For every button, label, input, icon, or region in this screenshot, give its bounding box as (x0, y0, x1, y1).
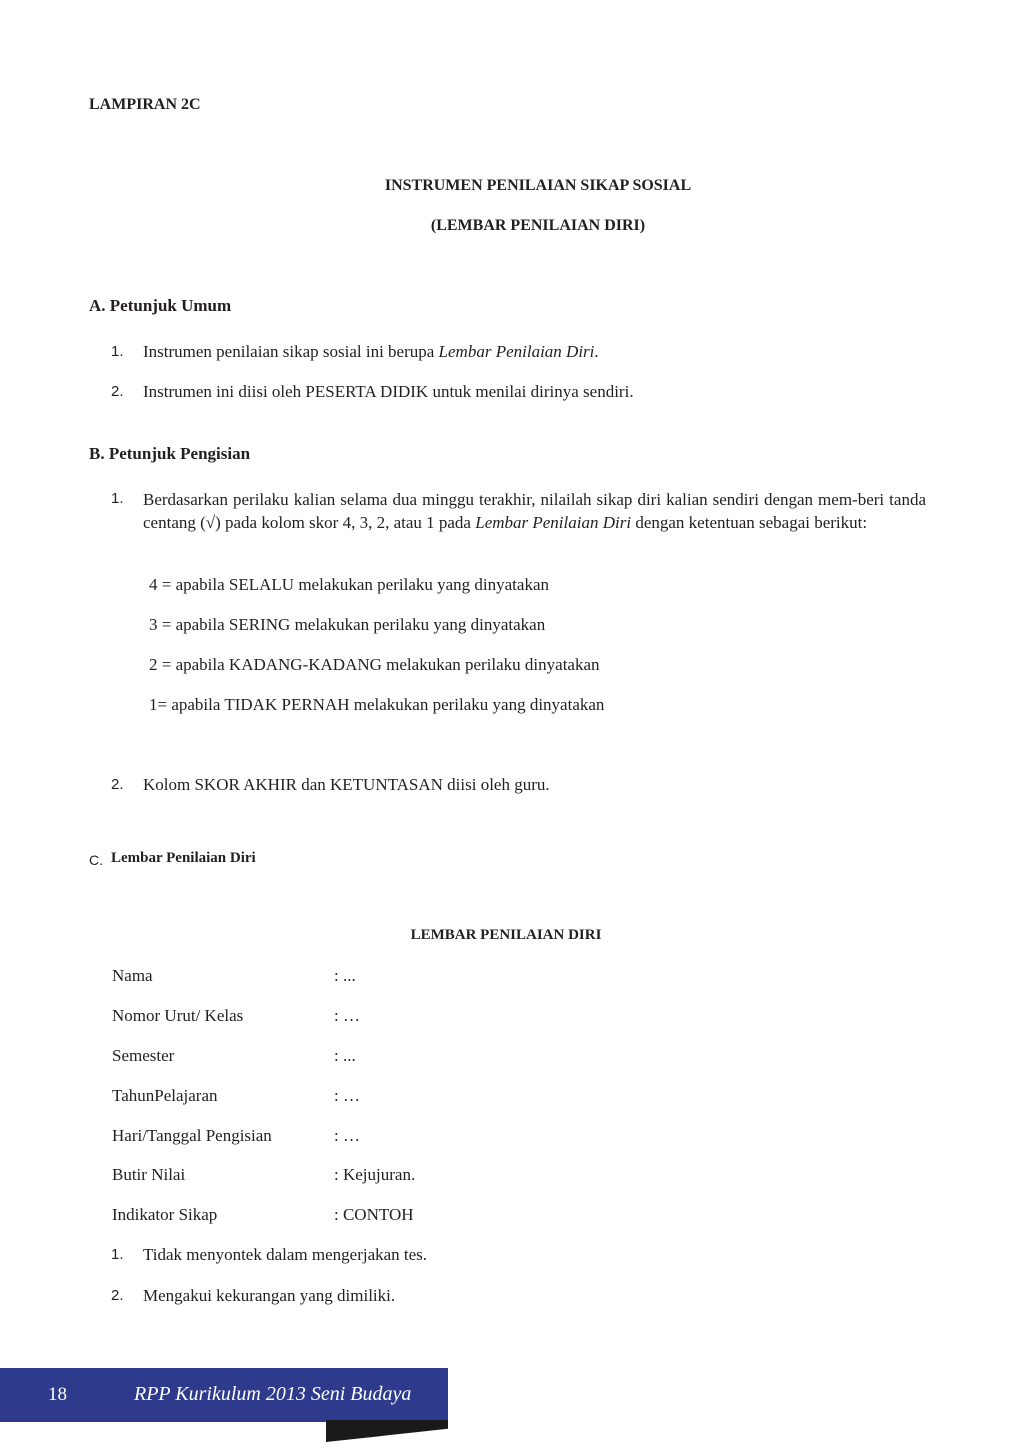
section-b-item-1-text (143, 488, 926, 534)
list-number: 1. (111, 343, 124, 360)
list-number: 2. (111, 1287, 124, 1304)
scale-item-3: 3 = apabila SERING melakukan perilaku yang dinyatakan (149, 615, 546, 634)
section-a-heading: A. Petunjuk Umum (89, 296, 232, 315)
section-c-heading: Lembar Penilaian Diri (111, 850, 256, 866)
field-label-indikator-sikap: Indikator Sikap (112, 1205, 218, 1224)
list-text: Instrumen ini diisi oleh PESERTA DIDIK untuk menilai dirinya sendiri. (143, 382, 634, 401)
document-title: INSTRUMEN PENILAIAN SIKAP SOSIAL (384, 177, 692, 194)
list-number: 1. (111, 1246, 124, 1263)
list-number: 2. (111, 383, 124, 400)
list-number: 2. (111, 776, 124, 793)
field-value-butir-nilai: : Kejujuran. (334, 1165, 416, 1184)
scale-item-1: 1= apabila TIDAK PERNAH melakukan perilaku yang dinyatakan (149, 695, 605, 714)
list-text: Tidak menyontek dalam mengerjakan tes. (143, 1245, 428, 1264)
list-number: 1. (111, 490, 124, 507)
field-value-semester: : ... (334, 1046, 356, 1065)
field-value-nomor-urut-kelas: : … (334, 1006, 360, 1025)
form-title: LEMBAR PENILAIAN DIRI (410, 927, 602, 943)
field-label-semester: Semester (112, 1046, 175, 1065)
scale-item-2: 2 = apabila KADANG-KADANG melakukan perilaku dinyatakan (149, 655, 600, 674)
appendix-label: LAMPIRAN 2C (89, 96, 201, 113)
footer-fold-shape (326, 1420, 448, 1442)
field-value-tahun-pelajaran: : … (334, 1086, 360, 1105)
italic-term: Lembar Penilaian Diri (438, 342, 595, 361)
field-label-tahun-pelajaran: TahunPelajaran (112, 1086, 218, 1105)
field-value-indikator-sikap: : CONTOH (334, 1205, 414, 1224)
text-segment: Berdasarkan perilaku kalian selama dua minggu terakhir, nilailah sikap diri kalian sendiri dengan mem-beri tanda centang (√) pada kolom skor 4, 3, 2, atau 1 pada (143, 490, 926, 532)
section-b-heading: B. Petunjuk Pengisian (89, 444, 251, 463)
text-segment: dengan ketentuan sebagai berikut: (631, 513, 868, 532)
italic-term: Lembar Penilaian Diri (475, 513, 632, 532)
list-text: Mengakui kekurangan yang dimiliki. (143, 1286, 396, 1305)
list-text (143, 342, 599, 362)
field-value-hari-tanggal: : … (334, 1126, 360, 1145)
text-segment: Instrumen penilaian sikap sosial ini berupa (143, 342, 439, 361)
section-c-letter: C. (89, 852, 103, 868)
page-number: 18 (48, 1384, 67, 1405)
text-segment: . (594, 342, 599, 361)
list-text: Kolom SKOR AKHIR dan KETUNTASAN diisi oleh guru. (143, 775, 550, 794)
footer-book-title: RPP Kurikulum 2013 Seni Budaya (134, 1383, 412, 1405)
field-label-nomor-urut-kelas: Nomor Urut/ Kelas (112, 1006, 244, 1025)
document-subtitle: (LEMBAR PENILAIAN DIRI) (430, 217, 646, 234)
scale-item-4: 4 = apabila SELALU melakukan perilaku yang dinyatakan (149, 575, 549, 594)
field-label-butir-nilai: Butir Nilai (112, 1165, 186, 1184)
field-value-nama: : ... (334, 966, 356, 985)
field-label-nama: Nama (112, 966, 153, 985)
field-label-hari-tanggal: Hari/Tanggal Pengisian (112, 1126, 272, 1145)
